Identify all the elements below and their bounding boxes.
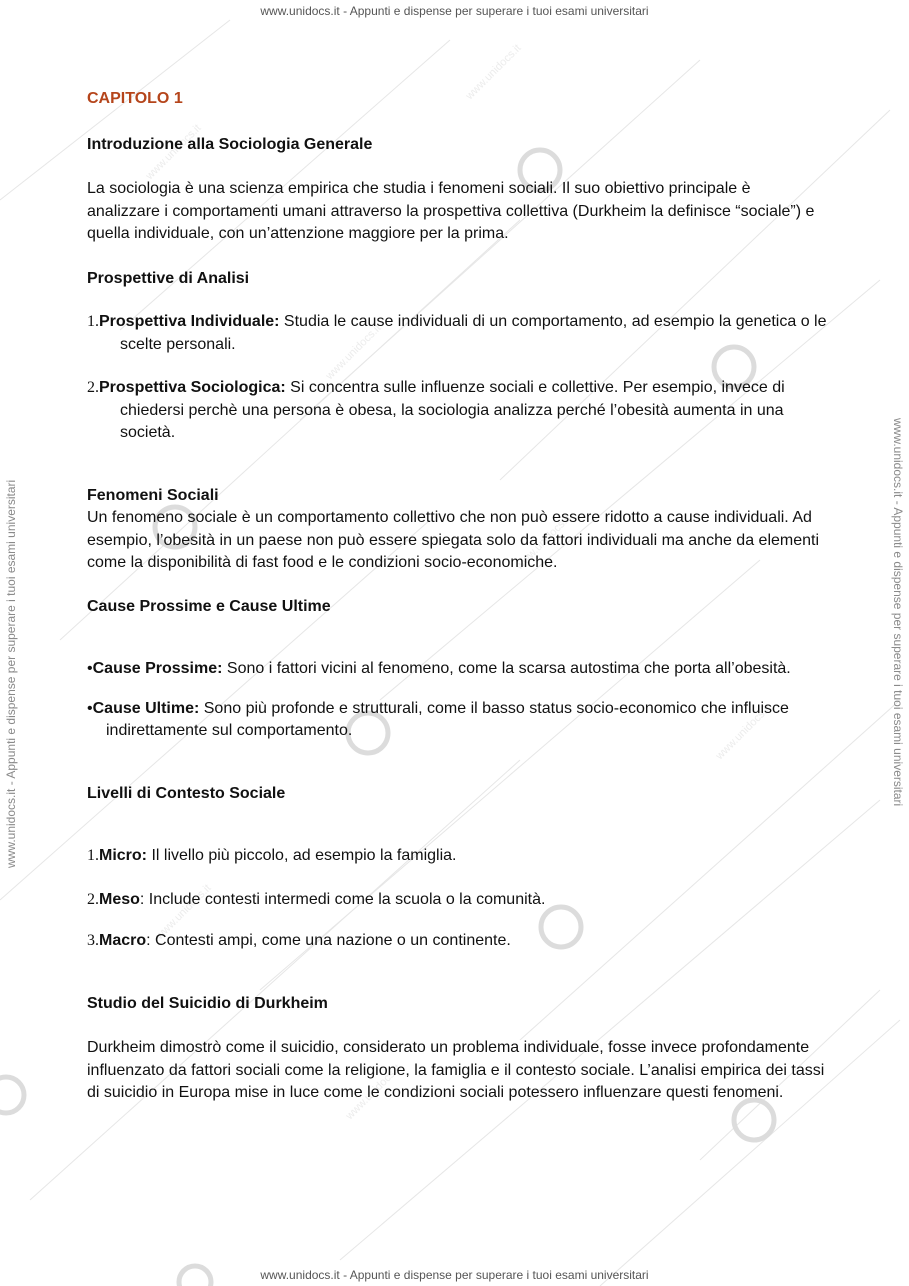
prospettiva-individuale-item [87, 311, 827, 356]
livello-meso-item [87, 889, 827, 912]
list-number: 1. [87, 313, 99, 330]
item-label: Micro: [99, 847, 147, 864]
item-text: Sono i fattori vicini al fenomeno, come la scarsa autostima che porta all’obesità. [222, 660, 791, 677]
suicidio-paragraph: Durkheim dimostrò come il suicidio, considerato un problema individuale, fosse invece profondamente influenzato da fattori sociali come la religione, la famiglia e il contesto sociale. L’analisi empirica dei tassi di suicidio in Europa mise in luce come le condizioni sociali potessero influenzare questi fenomeni. [87, 1039, 825, 1101]
item-label: Macro [99, 932, 147, 949]
svg-text:www.unidocs.it: www.unidocs.it [513, 512, 574, 573]
item-label: Cause Ultime: [92, 699, 200, 717]
right-watermark-banner: www.unidocs.it - Appunti e dispense per superare i tuoi esami universitari [891, 418, 905, 807]
svg-text:www.unidocs.it: www.unidocs.it [143, 122, 204, 183]
intro-paragraph: La sociologia è una scienza empirica che studia i fenomeni sociali. Il suo obiettivo principale è analizzare i comportamenti umani attraverso la prospettiva collettiva (Durkheim la definisce “sociale”) e quella individuale, con un’attenzione maggiore per la prima. [87, 180, 815, 242]
livello-macro-item [87, 930, 827, 953]
svg-text:www.unidocs.it: www.unidocs.it [343, 1062, 404, 1123]
fenomeni-heading: Fenomeni Sociali [87, 486, 219, 504]
item-label: Cause Prossime: [92, 660, 223, 677]
cause-ultime-item [87, 698, 827, 743]
cause-heading: Cause Prossime e Cause Ultime [87, 597, 331, 615]
chapter-label: CAPITOLO 1 [87, 90, 183, 107]
item-label: Prospettiva Sociologica: [99, 379, 286, 396]
item-text: : Contesti ampi, come una nazione o un continente. [146, 932, 511, 949]
item-text: : Include contesti intermedi come la scuola o la comunità. [139, 890, 546, 908]
fenomeni-paragraph: Un fenomeno sociale è un comportamento collettivo che non può essere ridotto a cause individuali. Ad esempio, l’obesità in un paese non può essere spiegata solo da fattori individuali ma anche da elementi come la disponibilità di fast food e le condizioni socio-economiche. [87, 509, 820, 571]
header-watermark-banner: www.unidocs.it - Appunti e dispense per superare i tuoi esami universitari [260, 4, 649, 18]
item-label: Prospettiva Individuale: [99, 313, 280, 330]
left-watermark-banner: www.unidocs.it - Appunti e dispense per superare i tuoi esami universitari [4, 479, 18, 868]
suicidio-heading: Studio del Suicidio di Durkheim [87, 994, 328, 1012]
footer-watermark-banner: www.unidocs.it - Appunti e dispense per superare i tuoi esami universitari [260, 1268, 649, 1282]
bullet-glyph: • [87, 660, 93, 677]
item-text: Sono più profonde e strutturali, come il basso status socio-economico che influisce indirettamente sul comportamento. [106, 699, 789, 739]
livelli-heading: Livelli di Contesto Sociale [87, 784, 286, 802]
prospettive-heading: Prospettive di Analisi [87, 269, 250, 287]
prospettiva-sociologica-item [87, 377, 827, 445]
list-number: 2. [87, 379, 99, 396]
item-label: Meso [99, 890, 140, 908]
list-number: 3. [87, 932, 99, 949]
cause-prossime-item [87, 658, 827, 681]
document-title: Introduzione alla Sociologia Generale [87, 135, 373, 153]
list-number: 1. [87, 847, 99, 864]
item-text: Il livello più piccolo, ad esempio la famiglia. [147, 847, 457, 864]
item-text: Si concentra sulle influenze sociali e collettive. Per esempio, invece di chiedersi perchè una persona è obesa, la sociologia analizza perché l’obesità aumenta in una società. [120, 379, 785, 441]
svg-text:www.unidocs.it: www.unidocs.it [713, 702, 774, 763]
document-body [87, 88, 827, 1105]
svg-text:www.unidocs.it: www.unidocs.it [463, 42, 524, 103]
item-text: Studia le cause individuali di un comportamento, ad esempio la genetica o le scelte personali. [120, 313, 827, 353]
bullet-glyph: • [87, 699, 93, 717]
livello-micro-item [87, 845, 827, 868]
list-number: 2. [87, 890, 99, 908]
svg-text:www.unidocs.it: www.unidocs.it [153, 882, 214, 943]
svg-text:www.unidocs.it: www.unidocs.it [323, 322, 384, 383]
